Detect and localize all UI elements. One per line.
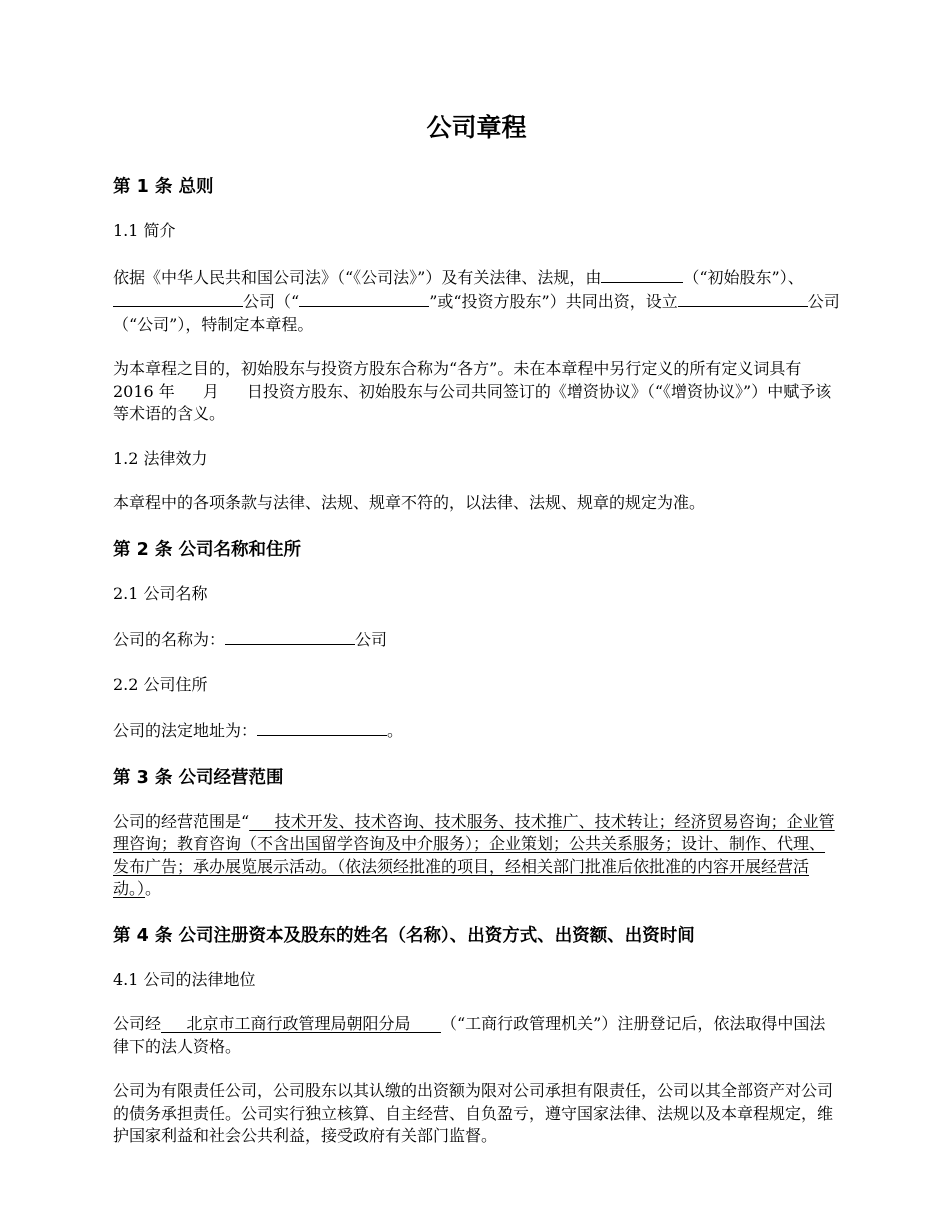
text-run: 。 [145,879,162,898]
text-run: 月 [202,381,219,401]
business-scope-paragraph [113,811,840,901]
article-2-heading: 第 2 条 公司名称和住所 [113,539,301,560]
text-run: 。 [387,721,404,740]
text-run: 为本章程之目的，初始股东与投资方股东合称为“各方”。未在本章程中另行定义的所有定义词具有 2016 年 [113,359,802,401]
company-name-paragraph [113,627,840,652]
text-run: 日投资方股东、初始股东与公司共同签订的《增资协议》（“《增资协议》”）中赋予该等术语的含义。 [113,381,832,423]
company-address-paragraph [113,718,840,743]
investor-company-blank[interactable] [113,289,243,307]
text-run: 依据《中华人民共和国公司法》（“《公司法》”）及有关法律、法规，由 [113,267,602,287]
article-3-heading: 第 3 条 公司经营范围 [113,767,284,788]
text-run: 公司经 [113,1014,162,1033]
address-blank[interactable] [257,718,387,736]
investor-shortname-blank[interactable] [299,289,429,307]
text-run: （“工商行政管理机关”）注册登记后，依法取得中国法律下的法人资格。 [113,1014,826,1056]
document-title: 公司章程 [426,113,527,142]
article-1-heading: 第 1 条 总则 [113,177,214,197]
definitions-paragraph [113,358,840,426]
article-1-intro-paragraph [113,265,840,337]
text-run: ”或“投资方股东”）共同出资，设立 [429,292,678,311]
section-4-1-heading: 4.1 公司的法律地位 [113,969,256,989]
text-run: 公司的名称为： [113,630,226,649]
section-2-2-heading: 2.2 公司住所 [113,674,208,694]
text-run: 公司的经营范围是“ [113,811,250,831]
section-1-1-heading: 1.1 简介 [113,221,176,240]
text-run: 公司 [355,630,388,649]
company-name-field-blank[interactable] [225,627,355,645]
text-run: 公司的法定地址为： [113,721,258,740]
text-run: 公司（“ [243,292,300,311]
registration-agency-text: 北京市工商行政管理局朝阳分局 [161,1014,441,1033]
section-2-1-heading: 2.1 公司名称 [113,583,208,603]
initial-shareholder-blank[interactable] [601,265,683,283]
text-run: 公司（“公司”），特制定本章程。 [113,292,840,334]
section-1-2-heading: 1.2 法律效力 [113,448,208,468]
article-4-heading: 第 4 条 公司注册资本及股东的姓名（名称）、出资方式、出资额、出资时间 [113,925,695,946]
company-name-blank[interactable] [678,289,808,307]
legal-status-paragraph [113,1013,840,1058]
business-scope-text: 技术开发、技术咨询、技术服务、技术推广、技术转让；经济贸易咨询；企业管理咨询；教育咨询（不含出国留学咨询及中介服务）；企业策划；公共关系服务；设计、制作、代理、发布广告；承办展览展示活动。（依法须经批准的项目，经相关部门批准后依批准的内容开展经营活动。） [113,811,835,898]
limited-liability-paragraph: 公司为有限责任公司，公司股东以其认缴的出资额为限对公司承担有限责任，公司以其全部资产对公司的债务承担责任。公司实行独立核算、自主经营、自负盈亏，遵守国家法律、法规以及本章程规定，维护国家利益和社会公共利益，接受政府有关部门监督。 [113,1081,834,1145]
legal-effect-paragraph: 本章程中的各项条款与法律、法规、规章不符的，以法律、法规、规章的规定为准。 [113,493,706,512]
text-run: （“初始股东”）、 [683,267,804,287]
